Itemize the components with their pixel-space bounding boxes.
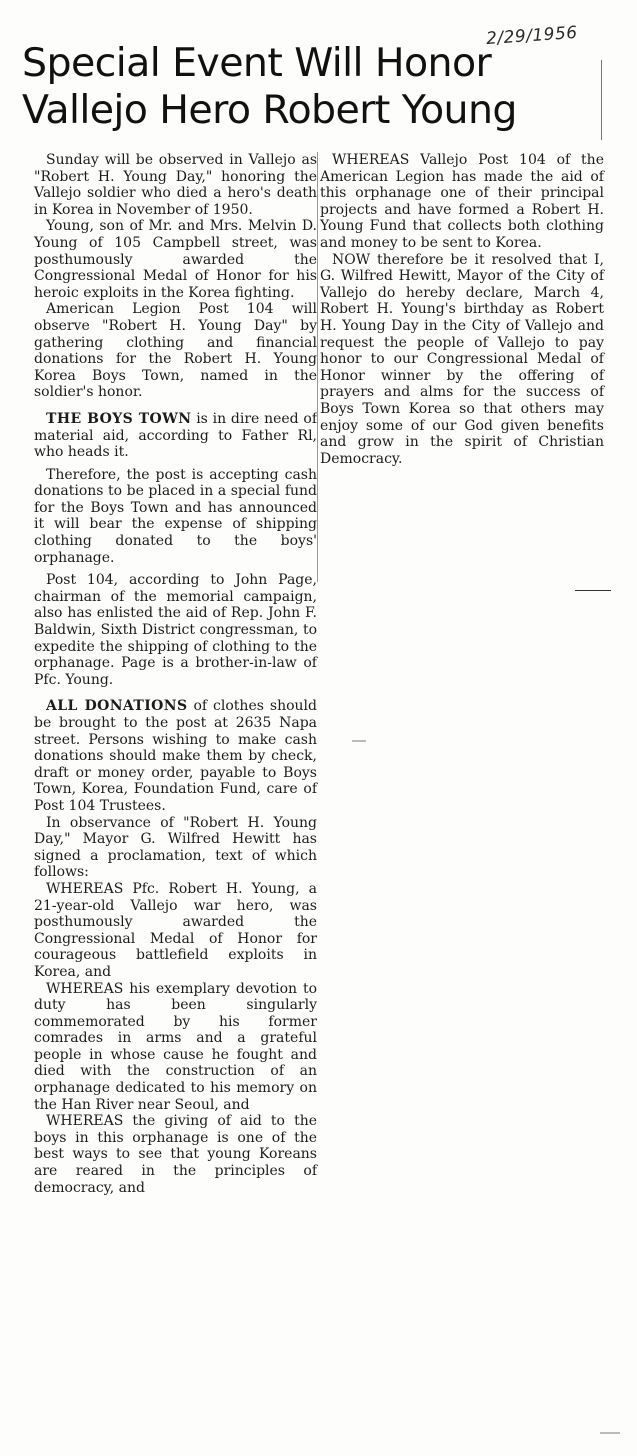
print-speck: [600, 1432, 620, 1434]
paragraph: Post 104, according to John Page, chairman of the memorial campaign, also has enlisted the aid of Rep. John F. Baldwin, Sixth District congressman, to expedite the shipping of clothing to the orphanage. Page is a brother-in-law of Pfc. Young.: [34, 572, 317, 688]
paragraph: NOW therefore be it resolved that I, G. Wilfred Hewitt, Mayor of the City of Vallejo do hereby declare, March 4, Robert H. Young's birthday as Robert H. Young Day in the City of Vallejo and request the people of Vallejo to pay honor to our Congressional Medal of Honor winner by the offering of prayers and alms for the success of Boys Town Korea so that others may enjoy some of our God given benefits and grow in the spirit of Christian Democracy.: [320, 251, 604, 467]
paragraph: WHEREAS Vallejo Post 104 of the American Legion has made the aid of this orphanage one of their principal projects and have formed a Robert H. Young Fund that collects both clothing and money to be sent to Korea.: [320, 152, 604, 251]
paragraph: WHEREAS the giving of aid to the boys in this orphanage is one of the best ways to see that young Koreans are reared in the principles of democracy, and: [34, 1113, 317, 1196]
headline-line-2: Vallejo Hero Robert Young: [22, 87, 517, 133]
end-of-article-rule: [575, 590, 611, 591]
column-divider: [317, 152, 318, 582]
paragraph: Therefore, the post is accepting cash donations to be placed in a special fund for the Boys Town and has announced it will bear the expense of shipping clothing donated to the boys' orphanage.: [34, 466, 317, 566]
paragraph: In observance of "Robert H. Young Day," Mayor G. Wilfred Hewitt has signed a proclamation, text of which follows:: [34, 814, 317, 881]
headline: [22, 40, 602, 134]
article-column-left: [34, 152, 317, 1196]
handwritten-date: 2/29/1956: [485, 22, 579, 50]
headline-line-1: Special Event Will Honor: [22, 40, 492, 86]
paragraph: ALL DONATIONS of clothes should be brought to the post at 2635 Napa street. Persons wishing to make cash donations should make them by check, draft or money order, payable to Boys Town, Korea, Foundation Fund, care of Post 104 Trustees.: [34, 698, 317, 814]
article-column-right: [320, 152, 604, 467]
clipping-edge-rule: [601, 60, 602, 140]
paragraph: Young, son of Mr. and Mrs. Melvin D. Young of 105 Campbell street, was posthumously awarded the Congressional Medal of Honor for his heroic exploits in the Korea fighting.: [34, 218, 317, 301]
paragraph: WHEREAS Pfc. Robert H. Young, a 21-year-old Vallejo war hero, was posthumously awarded the Congressional Medal of Honor for courageous battlefield exploits in Korea, and: [34, 880, 317, 980]
paragraph: Sunday will be observed in Vallejo as "Robert H. Young Day," honoring the Vallejo soldier who died a hero's death in Korea in November of 1950.: [34, 152, 317, 218]
paragraph: THE BOYS TOWN is in dire need of material aid, according to Father Rl, who heads it.: [34, 410, 318, 461]
paragraph: WHEREAS his exemplary devotion to duty has been singularly commemorated by his former comrades in arms and a grateful people in whose cause he fought and died with the construction of an orphanage dedicated to his memory on the Han River near Seoul, and: [34, 980, 317, 1113]
paragraph: American Legion Post 104 will observe "Robert H. Young Day" by gathering clothing and financial donations for the Robert H. Young Korea Boys Town, named in the soldier's honor.: [34, 301, 317, 401]
print-speck: [352, 740, 366, 742]
